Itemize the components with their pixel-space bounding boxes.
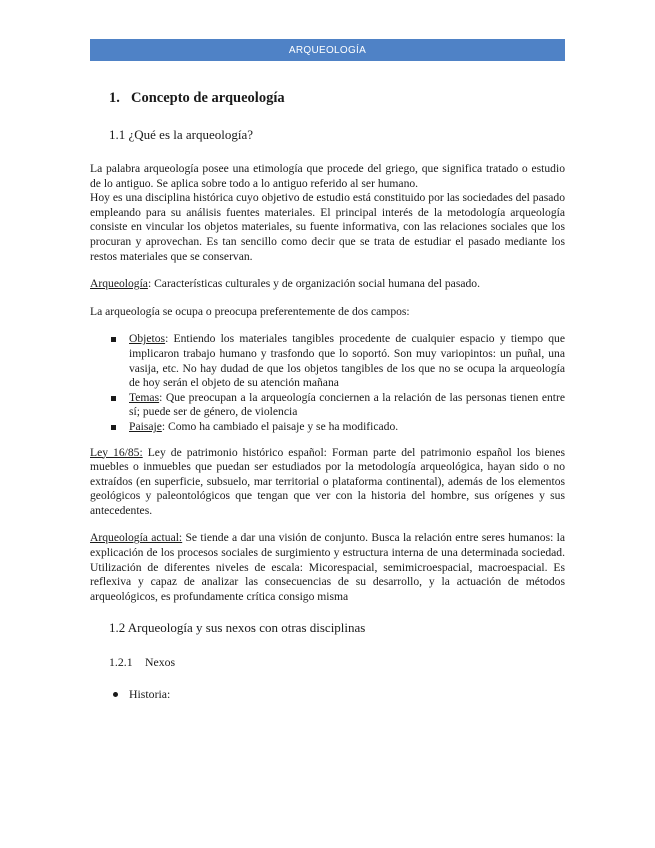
section-1-2-1-heading [109,655,565,670]
list-item-term: Objetos [129,332,166,346]
list-item-text: : Como ha cambiado el paisaje y se ha modificado. [161,419,399,433]
law-text: Ley de patrimonio histórico español: Forman parte del patrimonio español los bienes muebles o inmuebles que puedan ser estudiados por la metodología arqueológica, hayan sido o no extraídos (en superficie, subsuelo, mar territorial o plataforma continental), además de los elementos geológicos y paleontológicos que tengan que ver con la historia del hombre, sus orígenes y sus antecedentes. [90,445,565,517]
square-bullet-icon [111,425,116,430]
definition-text: : Características culturales y de organización social humana del pasado. [147,277,480,291]
law-term: Ley 16/85: [90,445,143,459]
paragraph-fields-intro: La arqueología se ocupa o preocupa preferentemente de dos campos: [90,304,410,318]
law-paragraph [90,446,565,519]
section-title: Concepto de arqueología [131,90,285,106]
list-item [90,420,565,435]
current-text: Se tiende a dar una visión de conjunto. Busca la relación entre seres humanos: la explicación de los procesos sociales de surgimiento y estructura interna de una determinada sociedad. Utilización de diferentes niveles de escala: Micorespacial, semimicroespacial, macroespacial. Es reflexiva y capaz de analizar las consecuencias de su desarrollo, y la actuación de métodos arqueológicos, es profundamente crítica consigo misma [90,531,566,603]
list-item [90,687,565,702]
list-item-text: : Que preocupan a la arqueología conciernen a la relación de las personas tienen entre sí; puede ser de género, de violencia [129,390,565,419]
definition-term: Arqueología [90,277,148,291]
section-1-2-heading: 1.2 Arqueología y sus nexos con otras disciplinas [109,620,366,636]
section-number: 1. [109,90,120,106]
header-title: ARQUEOLOGÍA [288,44,367,56]
fields-list [90,332,565,434]
list-item-term: Paisaje [129,419,162,433]
section-1-heading [109,90,565,107]
list-item [90,332,565,390]
section-1-1-heading: 1.1 ¿Qué es la arqueología? [109,127,254,142]
document-body [90,90,565,702]
list-item-term: Temas [129,390,160,404]
square-bullet-icon [111,396,116,401]
definition-paragraph [90,277,565,292]
subsection-number: 1.2.1 [109,655,133,670]
round-bullet-icon [113,692,118,697]
list-item-text: : Entiendo los materiales tangibles procedente de cualquier espacio y tiempo que implicaron trabajo humano y trasfondo que lo soportó. Son muy variopintos: un puñal, una vasija, etc. No hay dudad de que los objetos tangibles de los que no se ocupa la arqueología de hoy serán el objeto de su atención mañana [129,332,565,390]
list-item [90,391,565,420]
current-archaeology-paragraph [90,531,565,604]
paragraph-etymology: La palabra arqueología posee una etimología que procede del griego, que significa tratado o estudio de lo antiguo. Se aplica sobre todo a lo antiguo referido al ser humano. [90,162,565,190]
subsection-title: Nexos [145,655,176,670]
paragraph-discipline: Hoy es una disciplina histórica cuyo objetivo de estudio está constituido por las sociedades del pasado empleando para su análisis fuentes materiales. El principal interés de la metodología arqueología consiste en vincular los objetos materiales, su fuente informativa, con las relaciones sociales que los procuran y aprovechan. Es tan sencillo como decir que se trata de estudiar el pasado mediante los restos materiales que se conservan. [90,191,565,263]
square-bullet-icon [111,337,116,342]
list-item-text: Historia: [129,687,171,702]
header-bar [90,39,565,61]
current-term: Arqueología actual: [90,531,183,545]
